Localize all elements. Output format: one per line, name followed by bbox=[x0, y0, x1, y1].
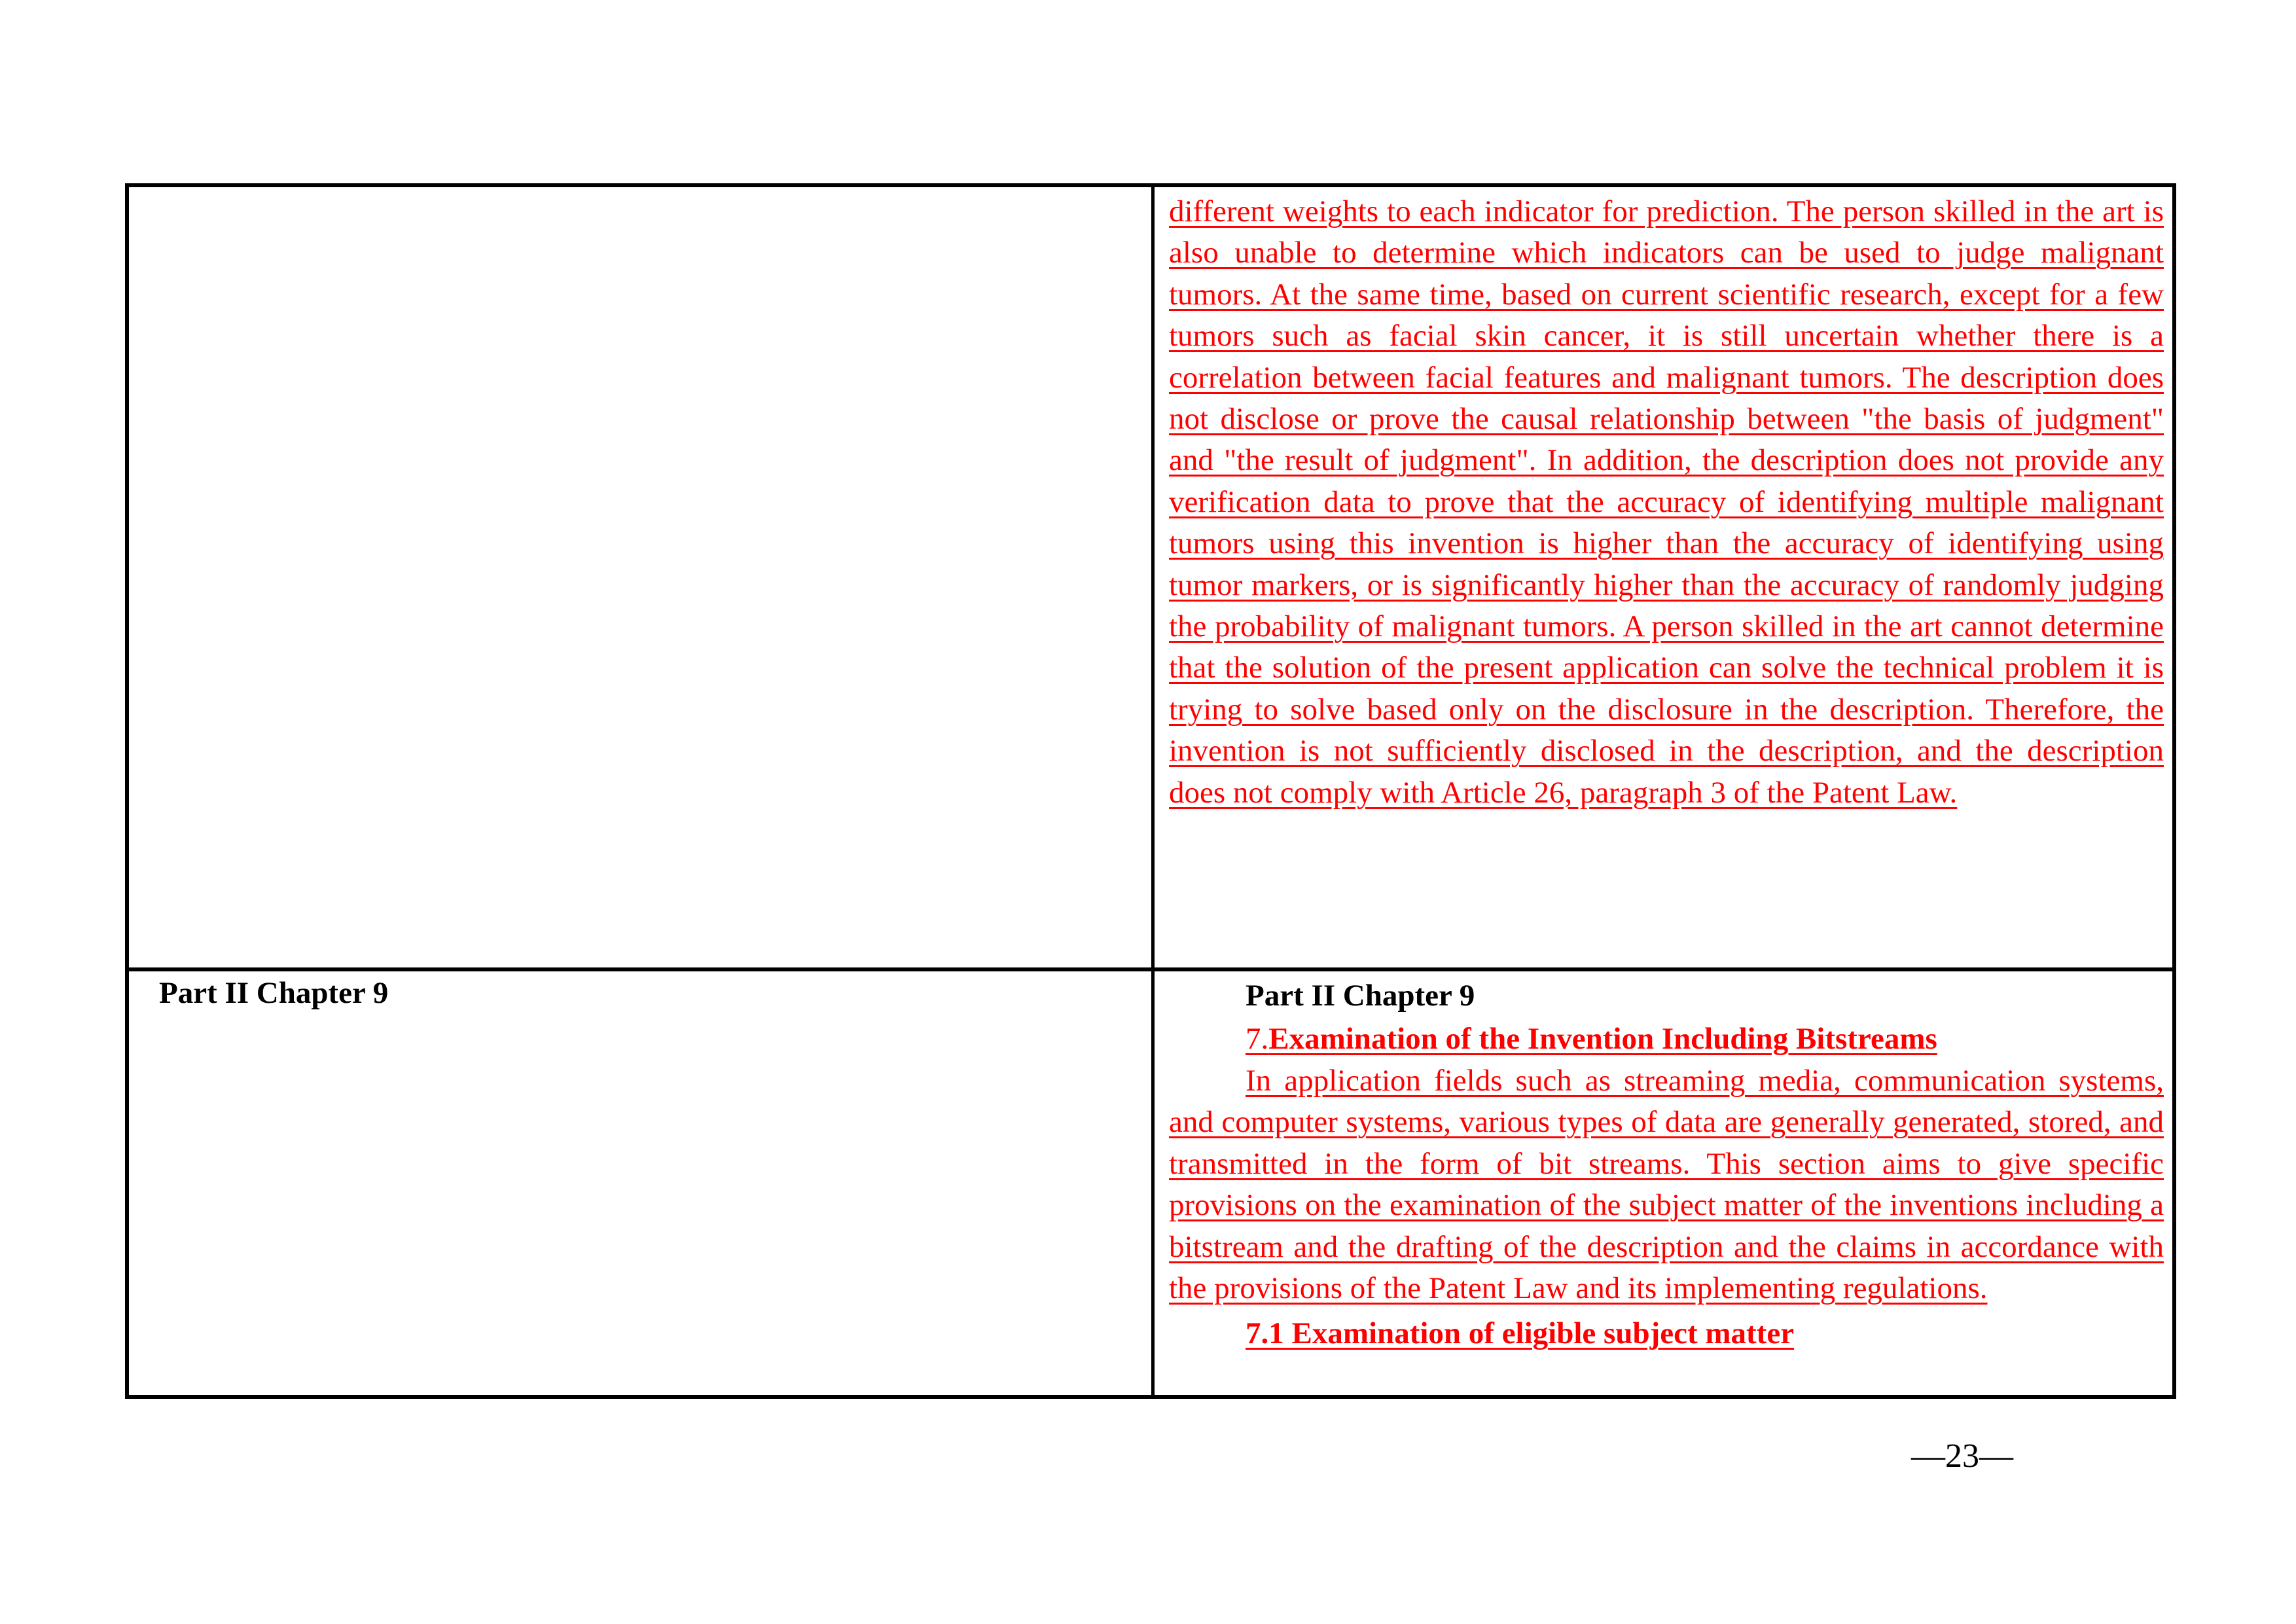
bottom-left-cell bbox=[159, 971, 1128, 1015]
subsection-7-1-heading bbox=[1169, 1312, 2164, 1355]
page-number: —23— bbox=[1911, 1437, 2013, 1475]
section-7-heading bbox=[1169, 1017, 2164, 1060]
amended-paragraph-continuation: different weights to each indicator for prediction. The person skilled in the art is also unable to determine which indicators can be used to judge malignant tumors. At the same time, based on current scientific research, except for a few tumors such as facial skin cancer, it is still uncertain whether there is a correlation between facial features and malignant tumors. The description does not disclose or prove the causal relationship between "the basis of judgment" and "the result of judgment". In addition, the description does not provide any verification data to prove that the accuracy of identifying multiple malignant tumors using this invention is higher than the accuracy of identifying using tumor markers, or is significantly higher than the accuracy of randomly judging the probability of malignant tumors. A person skilled in the art cannot determine that the solution of the present application can solve the technical problem it is trying to solve based only on the disclosure in the description. Therefore, the invention is not sufficiently disclosed in the description, and the description does not comply with Article 26, paragraph 3 of the Patent Law. bbox=[1169, 194, 2164, 810]
subsection-title: 7.1 Examination of eligible subject matter bbox=[1246, 1316, 1795, 1351]
top-right-cell bbox=[1169, 191, 2164, 814]
column-divider bbox=[1151, 187, 1155, 1395]
section-7-body: In application fields such as streaming media, communication systems, and computer systems, various types of data are generally generated, stored, and transmitted in the form of bit streams. This section aims to give specific provisions on the examination of the subject matter of the inventions including a bitstream and the drafting of the description and the claims in accordance with the provisions of the Patent Law and its implementing regulations. bbox=[1169, 1064, 2164, 1306]
section-title: Examination of the Invention Including Bitstreams bbox=[1268, 1022, 1937, 1056]
section-number: 7. bbox=[1246, 1022, 1269, 1056]
bottom-right-cell bbox=[1169, 974, 2164, 1355]
comparison-table bbox=[125, 183, 2176, 1399]
original-section-heading: Part II Chapter 9 bbox=[159, 976, 389, 1010]
amended-section-heading: Part II Chapter 9 bbox=[1246, 979, 1475, 1013]
